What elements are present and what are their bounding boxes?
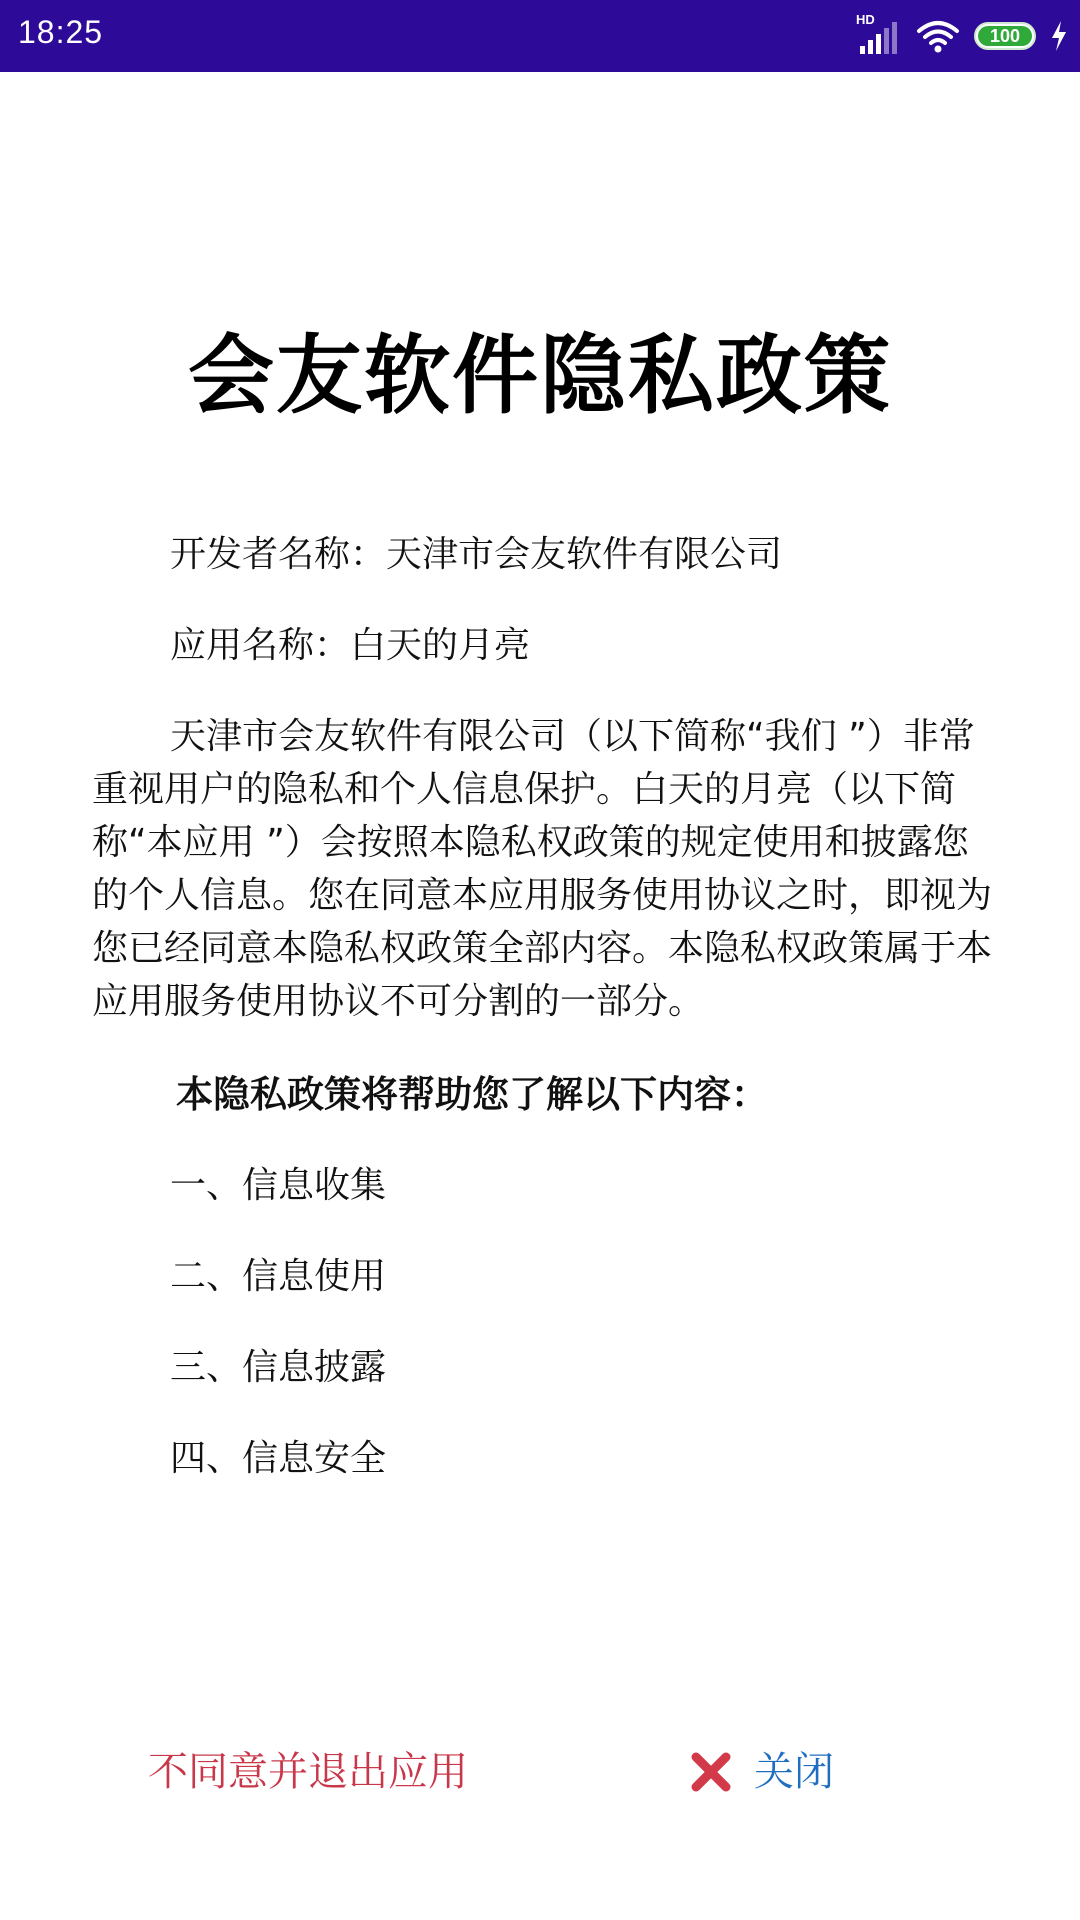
toc-item: 四、信息安全 xyxy=(170,1438,387,1479)
toc-item: 一、信息收集 xyxy=(170,1165,387,1206)
page-title: 会友软件隐私政策 xyxy=(188,325,892,426)
close-icon xyxy=(690,1751,732,1793)
toc-item: 二、信息使用 xyxy=(170,1256,387,1297)
intro-paragraph: 天津市会友软件有限公司（以下简称“我们 ”）非常重视用户的隐私和个人信息保护。白天的月亮（以下简称“本应用 ”）会按照本隐私权政策的规定使用和披露您的个人信息。您在同意本应用服务使用协议之时，即视为您已经同意本隐私权政策全部内容。本隐私权政策属于本应用服务使用协议不可分割的一部分。 xyxy=(92,716,993,1022)
status-time: 18:25 xyxy=(18,14,104,50)
close-button[interactable] xyxy=(690,1740,834,1804)
network-type-label: HD xyxy=(856,12,875,27)
close-label: 关闭 xyxy=(754,1749,834,1795)
status-icons xyxy=(856,14,1068,58)
footer-actions xyxy=(0,1740,1080,1820)
disagree-exit-button[interactable]: 不同意并退出应用 xyxy=(148,1749,468,1795)
battery-level: 100 xyxy=(978,26,1032,46)
section-heading: 本隐私政策将帮助您了解以下内容： xyxy=(176,1073,768,1116)
policy-content xyxy=(92,528,992,1523)
status-bar xyxy=(0,0,1080,72)
toc-item: 三、信息披露 xyxy=(170,1347,387,1388)
battery-icon xyxy=(974,22,1036,50)
signal-icon xyxy=(856,12,902,56)
wifi-icon xyxy=(916,18,960,54)
charging-icon xyxy=(1050,20,1068,52)
app-name: 应用名称：白天的月亮 xyxy=(170,625,531,666)
developer-name: 开发者名称：天津市会友软件有限公司 xyxy=(170,534,783,575)
